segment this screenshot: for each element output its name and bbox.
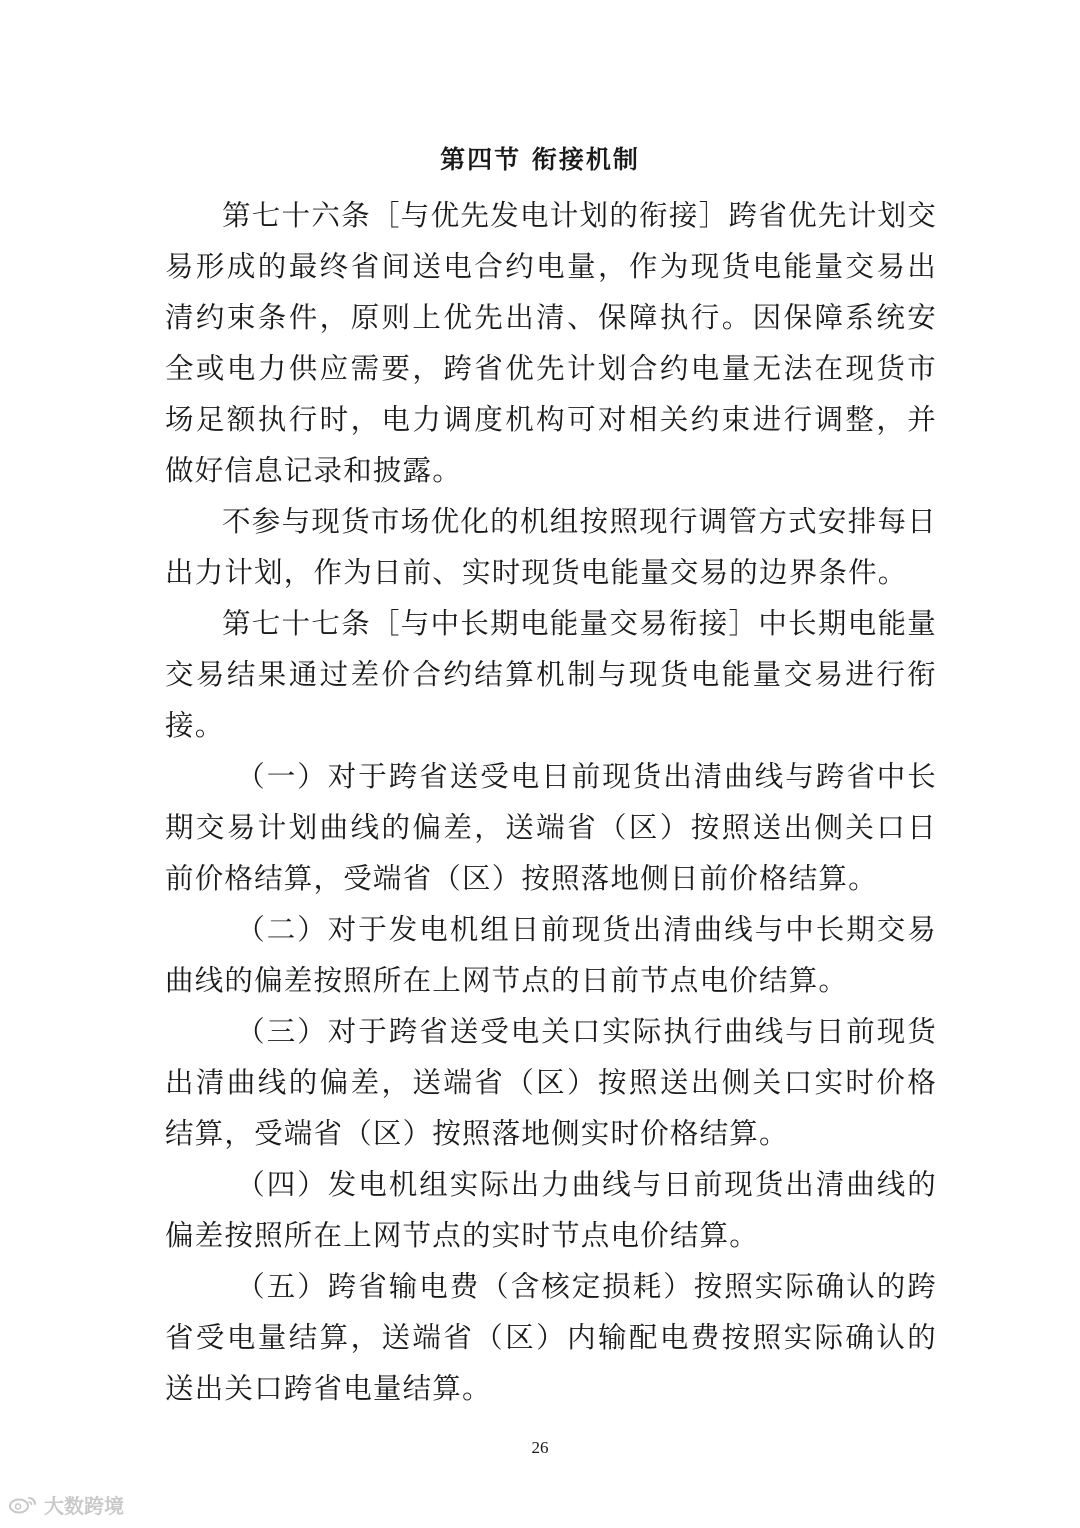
list-item-4: （四）发电机组实际出力曲线与日前现货出清曲线的偏差按照所在上网节点的实时节点电价结算。 (165, 1168, 937, 1252)
article-76-paragraph: 第七十六条［与优先发电计划的衔接］跨省优先计划交易形成的最终省间送电合约电量，作为现货电能量交易出清约束条件，原则上优先出清、保障执行。因保障系统安全或电力供应需要，跨省优先计划合约电量无法在现货市场足额执行时，电力调度机构可对相关约束进行调整，并做好信息记录和披露。 (165, 199, 937, 487)
section-title: 第四节 衔接机制 (440, 145, 640, 174)
list-item-1: （一）对于跨省送受电日前现货出清曲线与跨省中长期交易计划曲线的偏差，送端省（区）按照送出侧关口日前价格结算，受端省（区）按照落地侧日前价格结算。 (165, 760, 937, 895)
page-number: 26 (531, 1438, 549, 1457)
watermark-text: 大数跨境 (44, 1493, 124, 1518)
non-participating-units-paragraph: 不参与现货市场优化的机组按照现行调管方式安排每日出力计划，作为日前、实时现货电能量交易的边界条件。 (165, 505, 937, 589)
watermark (8, 1490, 124, 1518)
article-77-paragraph: 第七十七条［与中长期电能量交易衔接］中长期电能量交易结果通过差价合约结算机制与现货电能量交易进行衔接。 (165, 607, 937, 742)
list-item-2: （二）对于发电机组日前现货出清曲线与中长期交易曲线的偏差按照所在上网节点的日前节点电价结算。 (165, 913, 937, 997)
list-item-3: （三）对于跨省送受电关口实际执行曲线与日前现货出清曲线的偏差，送端省（区）按照送出侧关口实时价格结算，受端省（区）按照落地侧实时价格结算。 (165, 1015, 937, 1150)
body-text (165, 190, 937, 1414)
list-item-5: （五）跨省输电费（含核定损耗）按照实际确认的跨省受电量结算，送端省（区）内输配电费按照实际确认的送出关口跨省电量结算。 (165, 1270, 937, 1405)
weibo-icon (8, 1494, 38, 1514)
